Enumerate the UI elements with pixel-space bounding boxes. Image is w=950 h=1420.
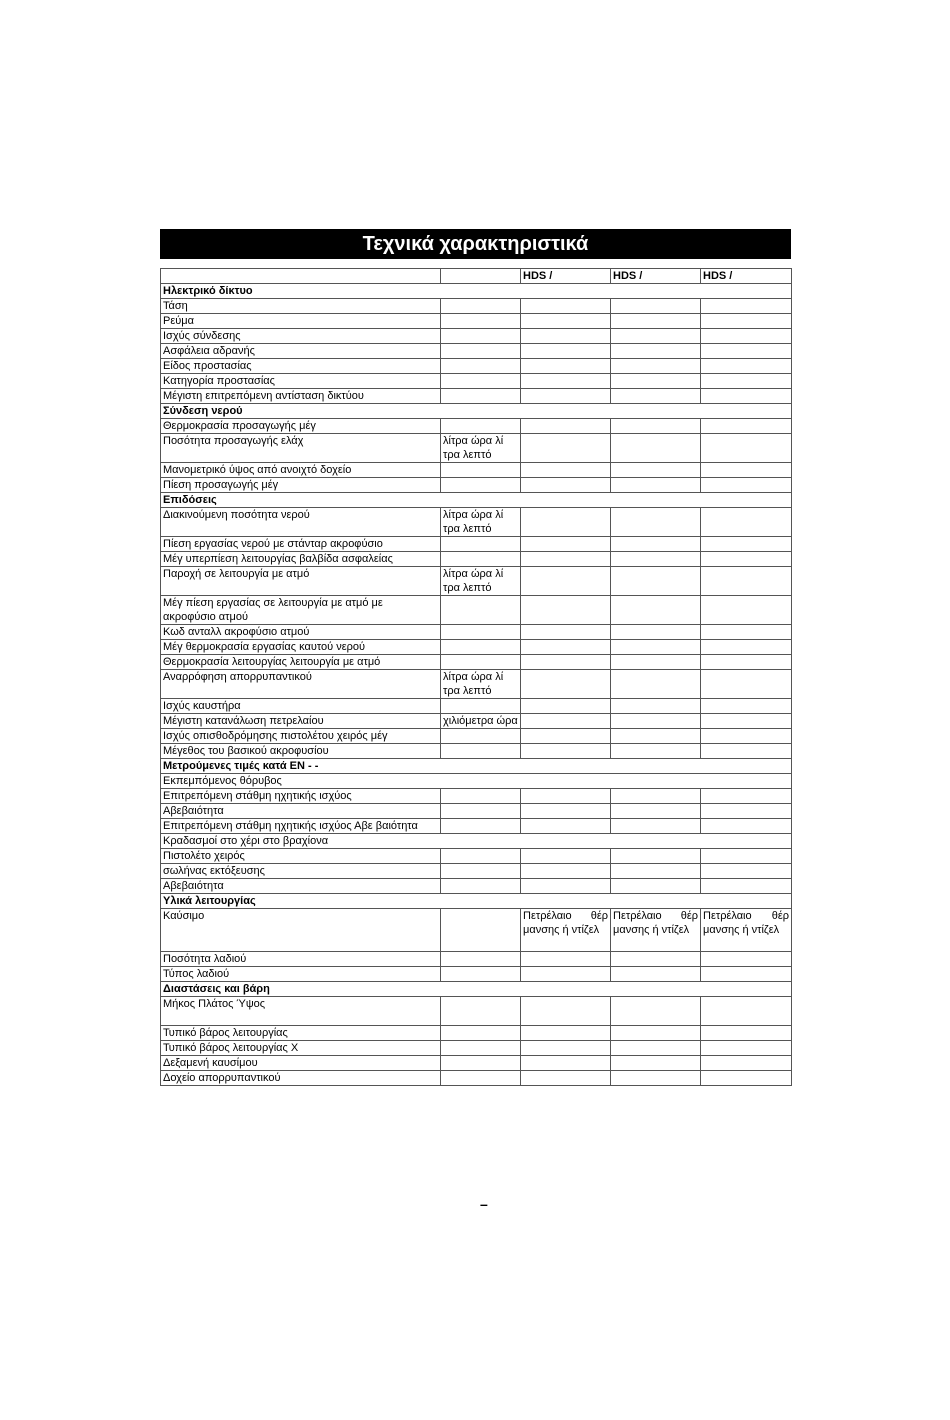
row-unit (441, 849, 521, 864)
row-value (701, 478, 792, 493)
row-label: Κατηγορία προστασίας (161, 374, 441, 389)
row-unit (441, 640, 521, 655)
table-row (161, 478, 792, 493)
row-label: Μέγιστη κατανάλωση πετρελαίου (161, 714, 441, 729)
table-header-row (161, 269, 792, 284)
subheading-row (161, 774, 792, 789)
row-value (521, 596, 611, 625)
row-value (521, 625, 611, 640)
table-row (161, 344, 792, 359)
row-unit (441, 909, 521, 952)
row-unit (441, 478, 521, 493)
section-row (161, 982, 792, 997)
row-value (521, 997, 611, 1026)
table-row (161, 909, 792, 952)
row-value (521, 789, 611, 804)
row-value (701, 1041, 792, 1056)
row-value: Πετρέλαιο θέρ μανσης ή ντίζελ (521, 909, 611, 952)
row-value (701, 389, 792, 404)
row-value (701, 655, 792, 670)
page-number: – (480, 1196, 488, 1212)
spec-table (160, 268, 792, 1086)
row-unit (441, 596, 521, 625)
section-row (161, 759, 792, 774)
row-label: Μέγ πίεση εργασίας σε λειτουργία με ατμό με ακροφύσιο ατμού (161, 596, 441, 625)
row-value (701, 819, 792, 834)
row-value (701, 359, 792, 374)
row-unit (441, 699, 521, 714)
row-value (521, 567, 611, 596)
row-value (611, 879, 701, 894)
row-label: Κωδ ανταλλ ακροφύσιο ατμού (161, 625, 441, 640)
row-value (611, 729, 701, 744)
section-heading: Μετρούμενες τιμές κατά ΕΝ - - (161, 759, 792, 774)
section-heading: Σύνδεση νερού (161, 404, 792, 419)
row-unit (441, 967, 521, 982)
table-row (161, 625, 792, 640)
row-value (701, 670, 792, 699)
row-value (701, 552, 792, 567)
row-label: Καύσιμο (161, 909, 441, 952)
row-value (521, 849, 611, 864)
table-row (161, 537, 792, 552)
row-label: Εκπεμπόμενος θόρυβος (161, 774, 792, 789)
row-value (701, 879, 792, 894)
table-row (161, 463, 792, 478)
table-row (161, 1041, 792, 1056)
row-label: Δοχείο απορρυπαντικού (161, 1071, 441, 1086)
row-label: Διακινούμενη ποσότητα νερού (161, 508, 441, 537)
row-value (521, 1041, 611, 1056)
row-value (521, 804, 611, 819)
table-row (161, 299, 792, 314)
table-row (161, 744, 792, 759)
row-value (611, 699, 701, 714)
row-unit (441, 879, 521, 894)
row-value (701, 1056, 792, 1071)
table-row (161, 329, 792, 344)
row-label: Επιτρεπόμενη στάθμη ηχητικής ισχύος Αβε βαιότητα (161, 819, 441, 834)
row-value (611, 625, 701, 640)
row-value (701, 434, 792, 463)
page-title: Τεχνικά χαρακτηριστικά (160, 229, 791, 259)
table-row (161, 997, 792, 1026)
row-value (701, 849, 792, 864)
row-value (611, 819, 701, 834)
table-row (161, 434, 792, 463)
table-row (161, 1056, 792, 1071)
row-value (701, 299, 792, 314)
row-value (521, 329, 611, 344)
header-cell (161, 269, 441, 284)
row-value (701, 714, 792, 729)
row-value (611, 1041, 701, 1056)
row-value (611, 997, 701, 1026)
table-row (161, 314, 792, 329)
row-unit (441, 463, 521, 478)
row-value (521, 419, 611, 434)
row-label: Πίεση εργασίας νερού με στάνταρ ακροφύσιο (161, 537, 441, 552)
header-cell: HDS / (521, 269, 611, 284)
row-value (521, 299, 611, 314)
row-value (611, 508, 701, 537)
table-row (161, 596, 792, 625)
table-row (161, 714, 792, 729)
table-row (161, 655, 792, 670)
row-unit (441, 997, 521, 1026)
row-label: Κραδασμοί στο χέρι στο βραχίονα (161, 834, 792, 849)
row-unit (441, 329, 521, 344)
header-cell: HDS / (701, 269, 792, 284)
row-unit (441, 344, 521, 359)
header-cell: HDS / (611, 269, 701, 284)
row-value (701, 463, 792, 478)
row-value (521, 434, 611, 463)
row-unit (441, 314, 521, 329)
row-value (611, 389, 701, 404)
row-value: Πετρέλαιο θέρ μανσης ή ντίζελ (611, 909, 701, 952)
row-unit (441, 1026, 521, 1041)
row-value (521, 478, 611, 493)
row-unit (441, 359, 521, 374)
table-row (161, 670, 792, 699)
row-value (701, 967, 792, 982)
row-value (521, 463, 611, 478)
row-value (611, 537, 701, 552)
row-label: Μέγ υπερπίεση λειτουργίας βαλβίδα ασφαλείας (161, 552, 441, 567)
row-label: Τάση (161, 299, 441, 314)
row-label: Ισχύς σύνδεσης (161, 329, 441, 344)
table-row (161, 567, 792, 596)
row-value (701, 314, 792, 329)
section-row (161, 404, 792, 419)
row-value (611, 640, 701, 655)
row-value (611, 1056, 701, 1071)
row-label: Μήκος Πλάτος Ύψος (161, 997, 441, 1026)
row-label: Ποσότητα λαδιού (161, 952, 441, 967)
row-value (611, 1071, 701, 1086)
row-value (521, 967, 611, 982)
row-value (701, 864, 792, 879)
row-label: Ποσότητα προσαγωγής ελάχ (161, 434, 441, 463)
row-unit (441, 625, 521, 640)
row-value (701, 729, 792, 744)
row-value (701, 699, 792, 714)
row-label: σωλήνας εκτόξευσης (161, 864, 441, 879)
row-value (611, 299, 701, 314)
row-value (611, 744, 701, 759)
row-value (611, 374, 701, 389)
row-label: Πιστολέτο χειρός (161, 849, 441, 864)
row-value (521, 537, 611, 552)
row-value (611, 952, 701, 967)
row-value (611, 314, 701, 329)
row-value (521, 1071, 611, 1086)
row-value (701, 1026, 792, 1041)
table-row (161, 552, 792, 567)
row-unit (441, 804, 521, 819)
row-value (521, 864, 611, 879)
row-label: Μανομετρικό ύψος από ανοιχτό δοχείο (161, 463, 441, 478)
row-unit (441, 952, 521, 967)
row-label: Παροχή σε λειτουργία με ατμό (161, 567, 441, 596)
row-unit: λίτρα ώρα λί τρα λεπτό (441, 434, 521, 463)
row-unit (441, 864, 521, 879)
row-label: Ρεύμα (161, 314, 441, 329)
row-value (521, 1056, 611, 1071)
row-value (611, 463, 701, 478)
row-unit: λίτρα ώρα λί τρα λεπτό (441, 670, 521, 699)
row-label: Ισχύς καυστήρα (161, 699, 441, 714)
section-row (161, 894, 792, 909)
row-value (521, 655, 611, 670)
row-value: Πετρέλαιο θέρ μανσης ή ντίζελ (701, 909, 792, 952)
row-value (701, 596, 792, 625)
row-value (521, 699, 611, 714)
row-value (701, 625, 792, 640)
row-value (701, 744, 792, 759)
row-value (521, 819, 611, 834)
row-value (521, 552, 611, 567)
table-row (161, 419, 792, 434)
row-value (611, 567, 701, 596)
row-label: Ασφάλεια αδρανής (161, 344, 441, 359)
row-value (521, 670, 611, 699)
row-value (701, 508, 792, 537)
row-label: Τυπικό βάρος λειτουργίας Χ (161, 1041, 441, 1056)
row-value (611, 849, 701, 864)
row-value (521, 389, 611, 404)
row-value (701, 640, 792, 655)
row-unit: χιλιόμετρα ώρα (441, 714, 521, 729)
row-value (611, 670, 701, 699)
table-row (161, 1071, 792, 1086)
table-row (161, 374, 792, 389)
row-label: Αναρρόφηση απορρυπαντικού (161, 670, 441, 699)
row-label: Τύπος λαδιού (161, 967, 441, 982)
row-value (701, 997, 792, 1026)
table-row (161, 729, 792, 744)
row-unit (441, 819, 521, 834)
row-value (611, 655, 701, 670)
row-unit (441, 1071, 521, 1086)
section-heading: Υλικά λειτουργίας (161, 894, 792, 909)
row-value (521, 359, 611, 374)
table-row (161, 389, 792, 404)
row-unit (441, 552, 521, 567)
row-label: Αβεβαιότητα (161, 879, 441, 894)
row-value (611, 478, 701, 493)
table-row (161, 699, 792, 714)
table-row (161, 849, 792, 864)
header-cell (441, 269, 521, 284)
row-value (521, 714, 611, 729)
row-value (521, 508, 611, 537)
row-label: Θερμοκρασία προσαγωγής μέγ (161, 419, 441, 434)
section-heading: Διαστάσεις και βάρη (161, 982, 792, 997)
table-row (161, 952, 792, 967)
table-row (161, 640, 792, 655)
row-value (521, 879, 611, 894)
row-value (611, 419, 701, 434)
row-value (521, 374, 611, 389)
row-value (611, 434, 701, 463)
row-value (521, 314, 611, 329)
row-unit (441, 389, 521, 404)
table-row (161, 879, 792, 894)
row-label: Πίεση προσαγωγής μέγ (161, 478, 441, 493)
row-unit (441, 299, 521, 314)
row-unit (441, 1041, 521, 1056)
row-value (521, 344, 611, 359)
row-value (701, 344, 792, 359)
row-value (611, 714, 701, 729)
row-unit (441, 789, 521, 804)
table-row (161, 864, 792, 879)
row-label: Αβεβαιότητα (161, 804, 441, 819)
row-value (701, 374, 792, 389)
row-value (611, 359, 701, 374)
row-value (611, 596, 701, 625)
table-row (161, 359, 792, 374)
table-row (161, 508, 792, 537)
row-unit (441, 1056, 521, 1071)
row-value (611, 804, 701, 819)
row-label: Ισχύς οπισθοδρόμησης πιστολέτου χειρός μέγ (161, 729, 441, 744)
row-unit: λίτρα ώρα λί τρα λεπτό (441, 508, 521, 537)
row-label: Μέγ θερμοκρασία εργασίας καυτού νερού (161, 640, 441, 655)
section-row (161, 493, 792, 508)
row-value (701, 567, 792, 596)
row-value (521, 640, 611, 655)
row-label: Τυπικό βάρος λειτουργίας (161, 1026, 441, 1041)
row-value (701, 537, 792, 552)
row-value (701, 804, 792, 819)
row-label: Δεξαμενή καυσίμου (161, 1056, 441, 1071)
row-label: Θερμοκρασία λειτουργίας λειτουργία με ατμό (161, 655, 441, 670)
table-row (161, 789, 792, 804)
row-unit (441, 374, 521, 389)
row-value (701, 952, 792, 967)
section-heading: Ηλεκτρικό δίκτυο (161, 284, 792, 299)
table-row (161, 1026, 792, 1041)
row-value (611, 552, 701, 567)
row-value (521, 729, 611, 744)
row-value (701, 329, 792, 344)
row-value (611, 967, 701, 982)
row-unit (441, 419, 521, 434)
row-value (521, 952, 611, 967)
row-value (521, 744, 611, 759)
subheading-row (161, 834, 792, 849)
section-row (161, 284, 792, 299)
row-unit: λίτρα ώρα λί τρα λεπτό (441, 567, 521, 596)
row-value (521, 1026, 611, 1041)
row-unit (441, 744, 521, 759)
row-value (611, 864, 701, 879)
row-unit (441, 537, 521, 552)
row-unit (441, 655, 521, 670)
table-row (161, 819, 792, 834)
row-value (701, 1071, 792, 1086)
section-heading: Επιδόσεις (161, 493, 792, 508)
row-value (611, 344, 701, 359)
row-label: Μέγεθος του βασικού ακροφυσίου (161, 744, 441, 759)
table-row (161, 967, 792, 982)
row-value (701, 789, 792, 804)
row-value (611, 1026, 701, 1041)
row-value (701, 419, 792, 434)
row-value (611, 789, 701, 804)
row-unit (441, 729, 521, 744)
row-value (611, 329, 701, 344)
row-label: Είδος προστασίας (161, 359, 441, 374)
row-label: Επιτρεπόμενη στάθμη ηχητικής ισχύος (161, 789, 441, 804)
row-label: Μέγιστη επιτρεπόμενη αντίσταση δικτύου (161, 389, 441, 404)
table-row (161, 804, 792, 819)
